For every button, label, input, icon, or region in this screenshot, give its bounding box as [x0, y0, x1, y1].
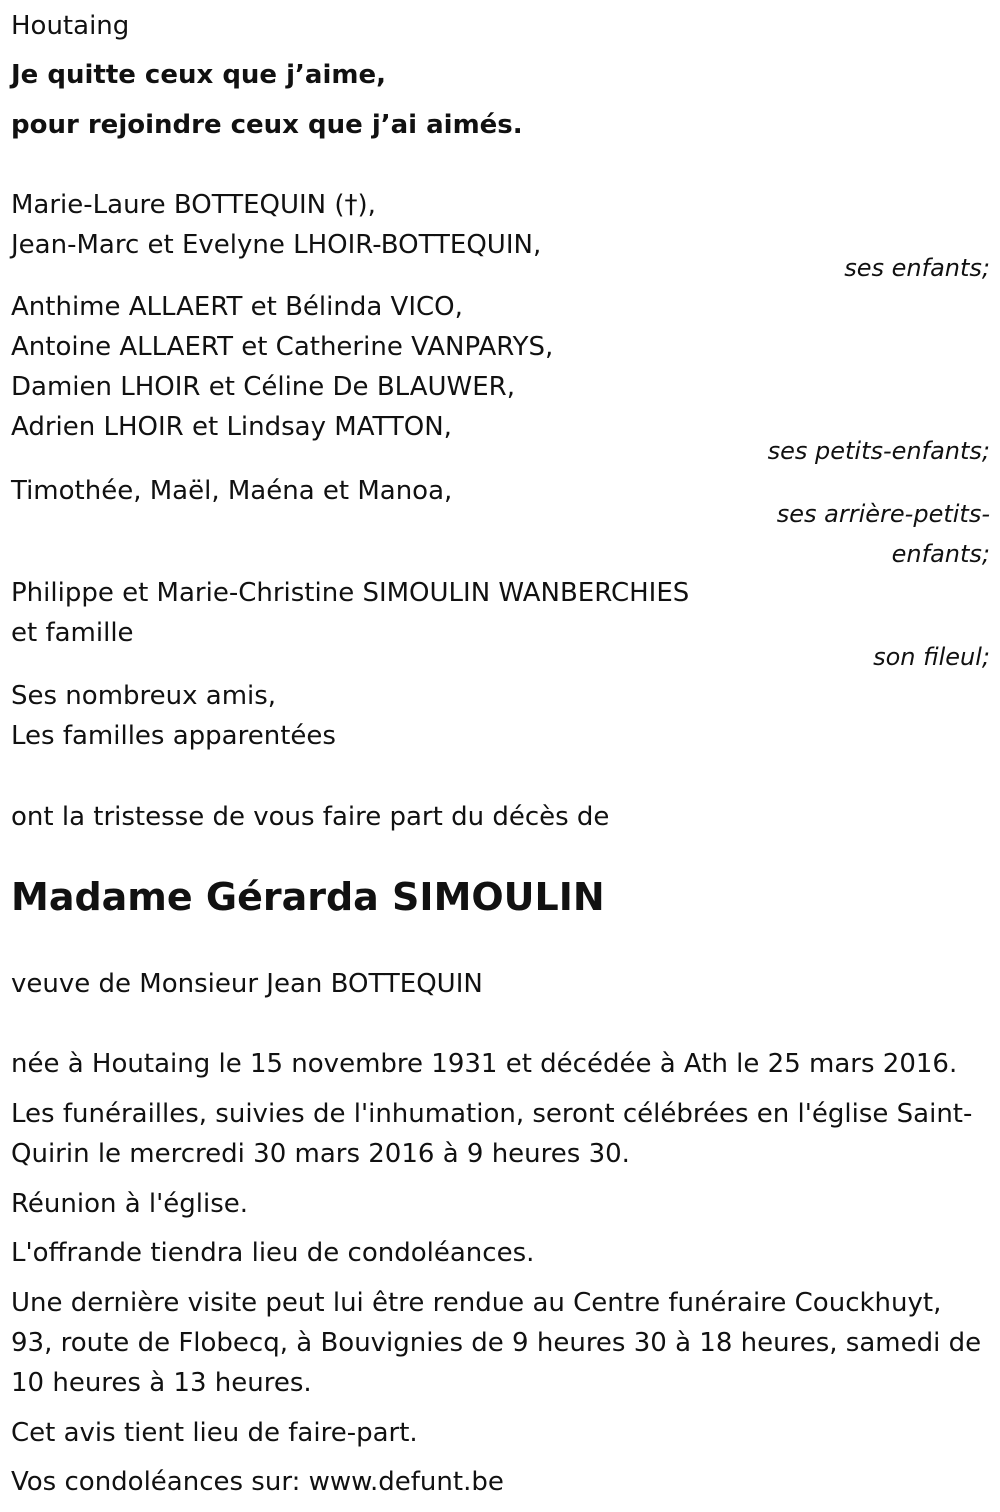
announcement: ont la tristesse de vous faire part du décès de — [11, 802, 610, 832]
grandchild-name: Adrien LHOIR et Lindsay MATTON, — [11, 412, 452, 442]
deceased-name: Madame Gérarda SIMOULIN — [11, 875, 605, 919]
grandchild-name: Antoine ALLAERT et Catherine VANPARYS, — [11, 332, 554, 362]
godson-name: Philippe et Marie-Christine SIMOULIN WANBERCHIES — [11, 578, 690, 608]
child-name: Jean-Marc et Evelyne LHOIR-BOTTEQUIN, — [11, 230, 542, 260]
role-great-grandchildren-line-2: enfants; — [891, 540, 990, 568]
role-great-grandchildren-line-1: ses arrière-petits- — [776, 500, 990, 528]
friends: Ses nombreux amis, — [11, 681, 277, 711]
grandchild-name: Damien LHOIR et Céline De BLAUWER, — [11, 372, 516, 402]
condolences-link[interactable]: Vos condoléances sur: www.defunt.be — [11, 1467, 504, 1497]
godson-name: et famille — [11, 618, 134, 648]
location: Houtaing — [11, 11, 130, 41]
great-grandchild-names: Timothée, Maël, Maéna et Manoa, — [11, 476, 453, 506]
visit-line-2: 93, route de Flobecq, à Bouvignies de 9 heures 30 à 18 heures, samedi de — [11, 1328, 982, 1358]
quote-line-1: Je quitte ceux que j’aime, — [11, 60, 386, 90]
role-grandchildren: ses petits-enfants; — [767, 437, 990, 465]
funeral-line-2: Quirin le mercredi 30 mars 2016 à 9 heures 30. — [11, 1139, 630, 1169]
birth-death: née à Houtaing le 15 novembre 1931 et décédée à Ath le 25 mars 2016. — [11, 1049, 958, 1079]
role-godson: son fileul; — [873, 643, 990, 671]
related-families: Les familles apparentées — [11, 721, 336, 751]
quote-line-2: pour rejoindre ceux que j’ai aimés. — [11, 110, 523, 140]
notice: Cet avis tient lieu de faire-part. — [11, 1418, 418, 1448]
role-children: ses enfants; — [844, 254, 990, 282]
visit-line-1: Une dernière visite peut lui être rendue au Centre funéraire Couckhuyt, — [11, 1288, 942, 1318]
visit-line-3: 10 heures à 13 heures. — [11, 1368, 312, 1398]
child-name: Marie-Laure BOTTEQUIN (†), — [11, 190, 376, 220]
meeting: Réunion à l'église. — [11, 1189, 249, 1219]
offering: L'offrande tiendra lieu de condoléances. — [11, 1238, 535, 1268]
widow-of: veuve de Monsieur Jean BOTTEQUIN — [11, 969, 483, 999]
grandchild-name: Anthime ALLAERT et Bélinda VICO, — [11, 292, 463, 322]
funeral-line-1: Les funérailles, suivies de l'inhumation, seront célébrées en l'église Saint- — [11, 1099, 973, 1129]
